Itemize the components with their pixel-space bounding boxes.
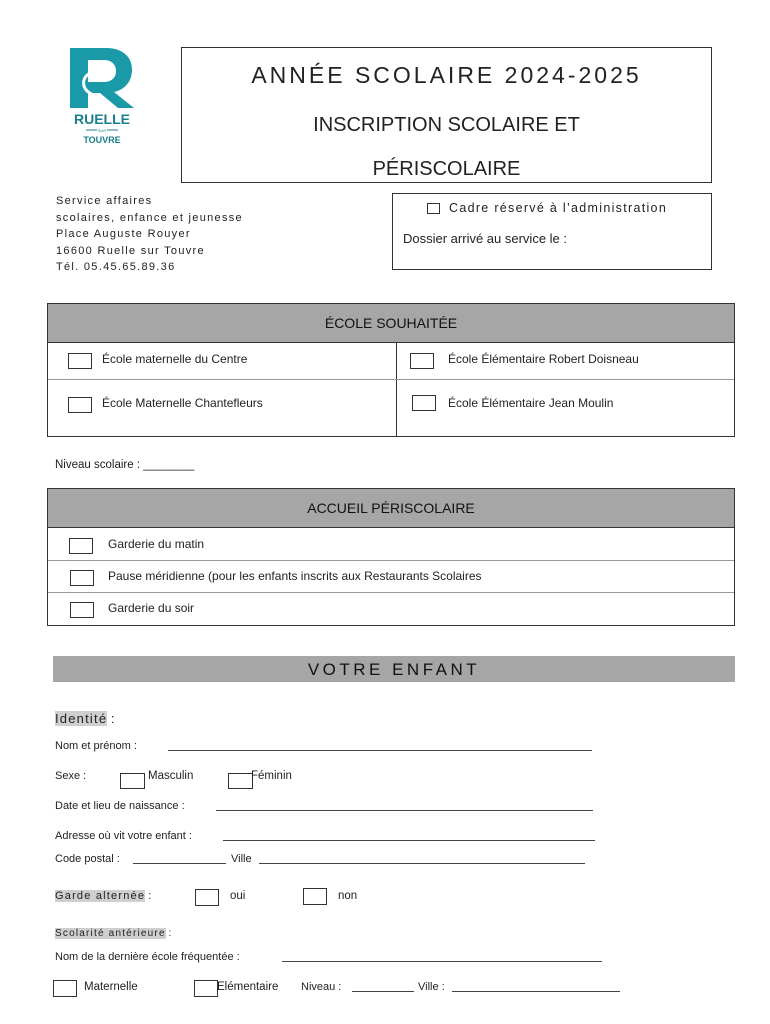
ecole-jean-moulin-label: École Élémentaire Jean Moulin [448, 396, 614, 410]
elementaire-checkbox[interactable] [194, 980, 218, 997]
ecole-doisneau-checkbox[interactable] [410, 353, 434, 369]
masculin-label: Masculin [148, 770, 194, 782]
niveau-field[interactable] [352, 991, 414, 992]
garderie-matin-checkbox[interactable] [69, 538, 93, 554]
admin-arrived-label: Dossier arrivé au service le : [403, 231, 567, 246]
page-subtitle-2: PÉRISCOLAIRE [372, 158, 521, 180]
ecole-chantefleurs-checkbox[interactable] [68, 397, 92, 413]
nom-field[interactable] [168, 750, 592, 751]
logo-line2: SUR [97, 128, 107, 133]
masculin-checkbox[interactable] [120, 773, 145, 789]
service-line-1: Service affaires [56, 195, 153, 207]
admin-box [392, 193, 712, 270]
ecole-row-divider [48, 379, 734, 380]
code-postal-label: Code postal : [55, 853, 120, 865]
derniere-ecole-label: Nom de la dernière école fréquentée : [55, 951, 240, 963]
service-line-5: Tél. 05.45.65.89.36 [56, 261, 176, 273]
garde-non-label: non [338, 890, 358, 902]
adresse-field[interactable] [223, 840, 595, 841]
adresse-label: Adresse où vit votre enfant : [55, 830, 192, 842]
service-address [56, 193, 243, 276]
identite-colon: : [107, 711, 115, 726]
feminin-checkbox[interactable] [228, 773, 253, 789]
ecole-doisneau-label: École Élémentaire Robert Doisneau [448, 352, 639, 366]
service-line-4: 16600 Ruelle sur Touvre [56, 244, 205, 257]
garde-oui-label: oui [230, 890, 246, 902]
ecole-section-title: ÉCOLE SOUHAITÉE [48, 304, 734, 343]
votre-enfant-heading: VOTRE ENFANT [53, 656, 735, 682]
service-line-2: scolaires, enfance et jeunesse [56, 211, 243, 224]
garde-oui-checkbox[interactable] [195, 889, 219, 906]
elementaire-label: Elémentaire [217, 981, 279, 993]
ecole-maternelle-centre-checkbox[interactable] [68, 353, 92, 369]
ecole-divider [396, 342, 397, 436]
logo-line3: TOUVRE [83, 135, 121, 145]
ecole-section [47, 303, 735, 437]
garde-alternee-label: Garde alternée [55, 890, 146, 902]
title-box [181, 47, 712, 183]
ville-label: Ville [231, 853, 252, 865]
naissance-field[interactable] [216, 810, 593, 811]
accueil-row-divider-2 [48, 592, 734, 593]
garderie-soir-checkbox[interactable] [70, 602, 94, 618]
ville2-label: Ville : [418, 981, 445, 993]
ruelle-logo [66, 46, 138, 146]
admin-reserved-label: Cadre réservé à l’administration [449, 201, 668, 215]
nom-label: Nom et prénom : [55, 740, 137, 752]
identite-heading [55, 711, 114, 726]
garderie-matin-label: Garderie du matin [108, 537, 205, 551]
maternelle-checkbox[interactable] [53, 980, 77, 997]
ecole-jean-moulin-checkbox[interactable] [412, 395, 436, 411]
accueil-section [47, 488, 735, 626]
sexe-label: Sexe : [55, 770, 87, 782]
scolarite-heading [55, 928, 171, 939]
ville-field[interactable] [259, 863, 585, 864]
maternelle-label: Maternelle [84, 981, 138, 993]
accueil-section-title: ACCUEIL PÉRISCOLAIRE [48, 489, 734, 528]
identite-label: Identité [55, 711, 108, 726]
niveau-label: Niveau : [301, 981, 342, 993]
naissance-label: Date et lieu de naissance : [55, 800, 185, 812]
ecole-chantefleurs-label: École Maternelle Chantefleurs [102, 396, 263, 410]
logo-line1: RUELLE [74, 111, 130, 127]
garderie-soir-label: Garderie du soir [108, 601, 195, 615]
code-postal-field[interactable] [133, 863, 226, 864]
page-subtitle-1: INSCRIPTION SCOLAIRE ET [313, 114, 580, 136]
niveau-scolaire-field[interactable]: Niveau scolaire : ________ [55, 459, 195, 471]
accueil-row-divider-1 [48, 560, 734, 561]
admin-checkbox[interactable] [427, 203, 440, 214]
feminin-label: Féminin [251, 770, 292, 782]
scolarite-colon: : [165, 928, 172, 939]
garde-non-checkbox[interactable] [303, 888, 327, 905]
pause-meridienne-checkbox[interactable] [70, 570, 94, 586]
derniere-ecole-field[interactable] [282, 961, 602, 962]
pause-meridienne-label: Pause méridienne (pour les enfants inscrits aux Restaurants Scolaires [108, 569, 482, 583]
ecole-maternelle-centre-label: École maternelle du Centre [102, 352, 248, 366]
ville2-field[interactable] [452, 991, 620, 992]
garde-alternee-colon: : [145, 890, 152, 902]
scolarite-label: Scolarité antérieure [55, 928, 166, 939]
page-title: ANNÉE SCOLAIRE 2024-2025 [251, 62, 642, 88]
service-line-3: Place Auguste Rouyer [56, 228, 191, 240]
garde-alternee-heading [55, 890, 151, 902]
